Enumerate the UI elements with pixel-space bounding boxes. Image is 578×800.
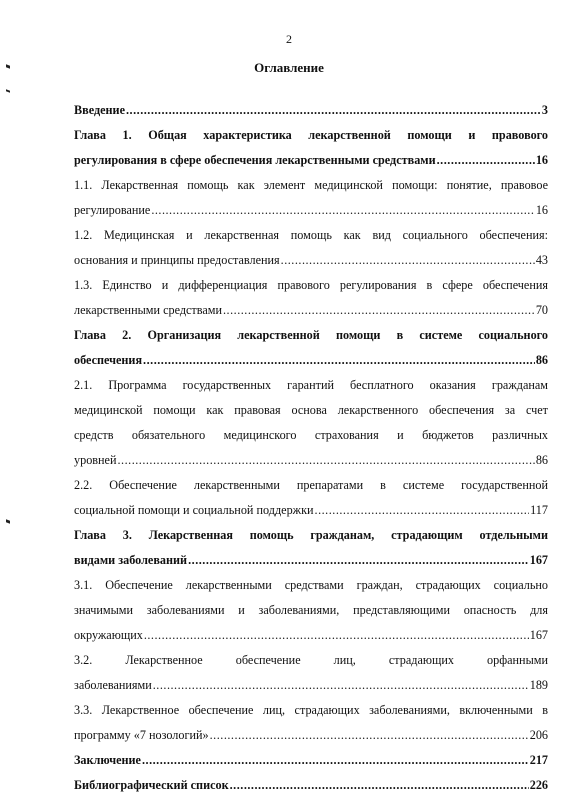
toc-title: Оглавление: [254, 60, 324, 75]
toc-entry-title: заболеваниями: [74, 678, 152, 692]
toc-entry-title: окружающих: [74, 628, 143, 642]
toc-entry[interactable]: [74, 173, 548, 223]
toc-entry[interactable]: [74, 698, 548, 748]
toc-page-number: 16: [535, 153, 548, 167]
toc-entry[interactable]: [74, 648, 548, 698]
toc-page-number: 43: [535, 253, 548, 267]
toc-page-number: 189: [529, 678, 548, 692]
toc-page-number: 117: [530, 503, 548, 517]
toc-entry[interactable]: [74, 223, 548, 273]
dot-leader: [188, 548, 529, 573]
toc-entry-line: 1.1. Лекарственная помощь как элемент медицинской помощи: понятие, правовое: [74, 178, 548, 192]
toc-page-number: 167: [529, 553, 548, 567]
dot-leader: [151, 198, 535, 223]
toc-entry[interactable]: [74, 523, 548, 573]
toc-page-number: 86: [535, 453, 548, 467]
toc-page-number: 226: [529, 778, 548, 792]
toc-page-number: 167: [529, 628, 548, 642]
toc-entry[interactable]: [74, 473, 548, 523]
toc-entry-line: 2.2. Обеспечение лекарственными препаратами в системе государственной: [74, 478, 548, 492]
dot-leader: [143, 348, 535, 373]
toc-entry[interactable]: [74, 123, 548, 173]
toc-entry-title: лекарственными средствами: [74, 303, 222, 317]
toc-entry-line: Глава 1. Общая характеристика лекарственной помощи и правового: [74, 128, 548, 142]
toc-page-number: 70: [535, 303, 548, 317]
toc-entry[interactable]: [74, 573, 548, 648]
toc-entry-line: 3.1. Обеспечение лекарственными средствами граждан, страдающих социально: [74, 578, 548, 592]
table-of-contents: [74, 98, 548, 798]
dot-leader: [126, 98, 541, 123]
toc-entry-title: Введение: [74, 103, 125, 117]
toc-entry[interactable]: [74, 98, 548, 123]
dot-leader: [230, 773, 529, 798]
toc-entry-title: основания и принципы предоставления: [74, 253, 280, 267]
toc-entry-line: значимыми заболеваниями и заболеваниями, представляющими опасность для: [74, 603, 548, 617]
dot-leader: [437, 148, 535, 173]
toc-entry-line: 1.3. Единство и дифференциация правового регулирования в сфере обеспечения: [74, 278, 548, 292]
dot-leader: [281, 248, 535, 273]
dot-leader: [210, 723, 529, 748]
toc-entry-line: Глава 3. Лекарственная помощь гражданам, страдающим отдельными: [74, 528, 548, 542]
dot-leader: [142, 748, 529, 773]
toc-entry-line: Глава 2. Организация лекарственной помощи в системе социального: [74, 328, 548, 342]
toc-entry[interactable]: [74, 373, 548, 473]
toc-entry[interactable]: [74, 273, 548, 323]
toc-page-number: 217: [529, 753, 548, 767]
dot-leader: [118, 448, 535, 473]
dot-leader: [315, 498, 530, 523]
dot-leader: [153, 673, 529, 698]
toc-page-number: 16: [535, 203, 548, 217]
toc-entry-line: средств обязательного медицинского страхования и бюджетов различных: [74, 428, 548, 442]
toc-entry-title: уровней: [74, 453, 117, 467]
toc-entry-line: 3.2. Лекарственное обеспечение лиц, страдающих орфанными: [74, 653, 548, 667]
toc-entry-title: Заключение: [74, 753, 141, 767]
toc-entry-title: Библиографический список: [74, 778, 229, 792]
scan-mark: [6, 89, 10, 92]
toc-entry-line: 2.1. Программа государственных гарантий бесплатного оказания гражданам: [74, 378, 548, 392]
dot-leader: [223, 298, 535, 323]
toc-entry-line: 3.3. Лекарственное обеспечение лиц, страдающих заболеваниями, включенными в: [74, 703, 548, 717]
toc-entry[interactable]: [74, 323, 548, 373]
toc-entry-title: социальной помощи и социальной поддержки: [74, 503, 314, 517]
toc-page-number: 86: [535, 353, 548, 367]
page-number: 2: [286, 32, 292, 46]
toc-entry-title: программу «7 нозологий»: [74, 728, 209, 742]
toc-entry[interactable]: [74, 748, 548, 773]
toc-entry-line: медицинской помощи как правовая основа лекарственного обеспечения за счет: [74, 403, 548, 417]
dot-leader: [144, 623, 529, 648]
toc-entry-title: обеспечения: [74, 353, 143, 367]
toc-entry-title: видами заболеваний: [74, 553, 188, 567]
toc-entry-title: регулирования в сфере обеспечения лекарственными средствами: [74, 153, 436, 167]
toc-entry-title: регулирование: [74, 203, 151, 217]
toc-page-number: 206: [529, 728, 548, 742]
toc-entry[interactable]: [74, 773, 548, 798]
toc-page-number: 3: [541, 103, 548, 117]
toc-entry-line: 1.2. Медицинская и лекарственная помощь как вид социального обеспечения:: [74, 228, 548, 242]
scan-mark: [6, 519, 10, 523]
